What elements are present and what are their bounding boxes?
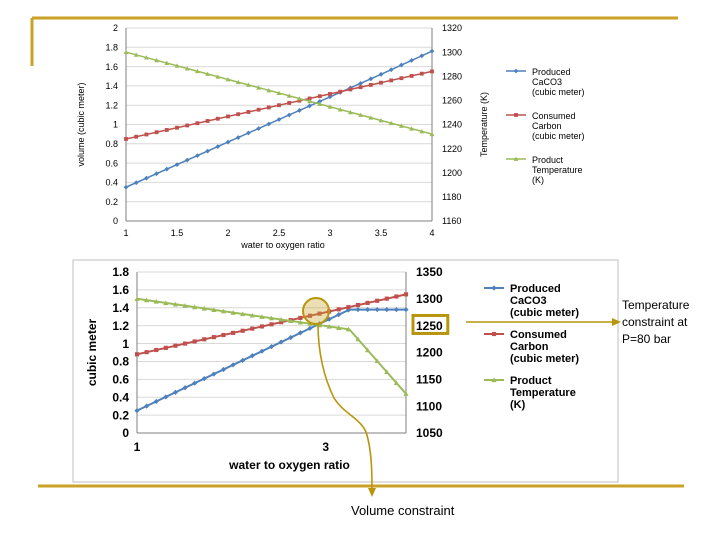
- series-marker-2: [338, 90, 342, 94]
- x-tick-label: 1.5: [170, 228, 184, 238]
- series-marker-2: [385, 297, 389, 301]
- y-axis-title: cubic meter: [85, 318, 99, 387]
- y-tick-label: 1.8: [112, 265, 129, 280]
- series-marker-2: [183, 342, 187, 346]
- legend-label: Product: [532, 155, 564, 165]
- y2-tick-label: 1350: [416, 265, 443, 280]
- legend-label: (cubic meter): [532, 87, 585, 97]
- y-axis-title: volume (cubic meter): [76, 82, 86, 167]
- series-marker-2: [231, 331, 235, 335]
- series-marker-2: [277, 103, 281, 107]
- series-marker-2: [348, 88, 352, 92]
- series-marker-2: [260, 324, 264, 328]
- y-tick-label: 1.2: [105, 100, 118, 111]
- series-marker-2: [221, 333, 225, 337]
- legend-label: (K): [532, 175, 544, 185]
- series-marker-2: [246, 110, 250, 114]
- series-marker-2: [375, 299, 379, 303]
- x-tick-label: 1: [133, 440, 141, 454]
- series-marker-2: [144, 133, 148, 137]
- legend-label: Product: [510, 375, 552, 387]
- x-tick-label: 4: [429, 228, 435, 238]
- series-marker-2: [257, 108, 261, 112]
- series-marker-2: [154, 348, 158, 352]
- legend-label: Carbon: [532, 121, 562, 131]
- y-tick-label: 1.8: [105, 42, 118, 53]
- series-marker-2: [165, 128, 169, 132]
- volume-constraint-circle: [303, 298, 329, 324]
- y2-tick-label: 1280: [442, 71, 463, 82]
- y2-tick-label: 1220: [442, 143, 463, 154]
- y-tick-label: 0.8: [112, 354, 129, 369]
- series-marker-2: [216, 117, 220, 121]
- y-tick-label: 1: [112, 119, 118, 130]
- series-marker-2: [185, 124, 189, 128]
- annotation-temperature-line3: P=80 bar: [622, 332, 672, 346]
- chart-top: [70, 22, 615, 250]
- series-marker-2: [175, 126, 179, 130]
- series-marker-2: [145, 350, 149, 354]
- series-marker-2: [226, 115, 230, 119]
- x-tick-label: 3.5: [374, 228, 388, 238]
- y-tick-label: 1.6: [105, 61, 118, 72]
- series-marker-2: [135, 352, 139, 356]
- legend-label: CaCO3: [510, 295, 547, 307]
- legend-swatch-marker: [514, 113, 518, 117]
- series-marker-2: [410, 74, 414, 78]
- y-tick-label: 1.6: [112, 283, 129, 298]
- series-marker-2: [298, 316, 302, 320]
- series-marker-2: [155, 130, 159, 134]
- series-marker-2: [267, 106, 271, 110]
- y2-tick-label: 1260: [442, 95, 463, 106]
- y-tick-label: 0: [112, 216, 118, 227]
- legend-label: (cubic meter): [510, 307, 580, 319]
- y-tick-label: 0.4: [105, 177, 118, 188]
- series-marker-2: [379, 81, 383, 85]
- y-tick-label: 1.4: [105, 81, 118, 92]
- y2-tick-label: 1150: [416, 372, 443, 387]
- x-axis-title: water to oxygen ratio: [229, 458, 350, 472]
- series-marker-2: [269, 322, 273, 326]
- series-marker-2: [359, 85, 363, 89]
- legend-label: (K): [510, 399, 526, 411]
- x-tick-label: 2.5: [272, 228, 286, 238]
- y2-tick-label: 1250: [416, 318, 443, 333]
- legend-label: CaCO3: [532, 77, 563, 87]
- y-tick-label: 1: [122, 336, 129, 351]
- legend-label: Temperature: [532, 165, 583, 175]
- y2-tick-label: 1100: [416, 399, 443, 414]
- y2-tick-label: 1200: [442, 167, 463, 178]
- y2-tick-label: 1300: [416, 292, 443, 307]
- series-marker-2: [369, 83, 373, 87]
- series-marker-2: [328, 92, 332, 96]
- series-marker-2: [173, 344, 177, 348]
- series-marker-2: [346, 305, 350, 309]
- series-marker-2: [124, 137, 128, 141]
- y-tick-label: 1.4: [112, 300, 129, 315]
- y-tick-label: 0.8: [105, 138, 118, 149]
- legend-label: Temperature: [510, 387, 576, 399]
- chart-bottom: [73, 260, 618, 482]
- y2-axis-title: Temperature (K): [479, 91, 489, 158]
- series-marker-2: [134, 135, 138, 139]
- series-marker-2: [202, 337, 206, 341]
- x-tick-label: 3: [327, 228, 333, 238]
- series-marker-2: [337, 307, 341, 311]
- y-tick-label: 0.2: [105, 196, 118, 207]
- series-marker-2: [236, 112, 240, 116]
- series-marker-2: [287, 101, 291, 105]
- legend-label: (cubic meter): [532, 131, 585, 141]
- legend-label: Produced: [510, 283, 561, 295]
- y2-tick-label: 1240: [442, 119, 463, 130]
- series-marker-2: [195, 121, 199, 125]
- y2-tick-label: 1160: [442, 216, 462, 227]
- series-marker-2: [193, 339, 197, 343]
- annotation-volume: Volume constraint: [351, 503, 455, 518]
- legend-label: Produced: [532, 67, 571, 77]
- x-tick-label: 2: [225, 228, 231, 238]
- x-tick-label: 3: [322, 440, 330, 454]
- series-marker-2: [399, 76, 403, 80]
- legend-label: Consumed: [532, 111, 576, 121]
- y-tick-label: 0.6: [105, 158, 118, 169]
- series-marker-2: [318, 94, 322, 98]
- series-marker-2: [365, 301, 369, 305]
- series-marker-2: [389, 79, 393, 83]
- y-tick-label: 0.2: [112, 408, 129, 423]
- y-tick-label: 2: [112, 23, 118, 34]
- series-marker-2: [212, 335, 216, 339]
- annotation-temperature-line1: Temperature: [622, 298, 690, 312]
- series-marker-2: [404, 292, 408, 296]
- legend-label: Consumed: [510, 329, 567, 341]
- legend-swatch-marker: [492, 332, 496, 336]
- y-tick-label: 0.6: [112, 372, 129, 387]
- series-marker-2: [430, 70, 434, 74]
- series-marker-2: [206, 119, 210, 123]
- series-marker-2: [394, 294, 398, 298]
- y-tick-label: 0: [122, 426, 129, 441]
- y2-tick-label: 1180: [442, 192, 462, 203]
- y2-tick-label: 1320: [442, 23, 463, 34]
- y-tick-label: 1.2: [112, 318, 129, 333]
- y2-tick-label: 1300: [442, 47, 463, 58]
- series-marker-2: [420, 72, 424, 76]
- legend-label: Carbon: [510, 341, 549, 353]
- y2-tick-label: 1050: [416, 426, 443, 441]
- y2-tick-label: 1200: [416, 345, 443, 360]
- series-marker-2: [250, 327, 254, 331]
- annotation-temperature-line2: constraint at: [622, 315, 688, 329]
- x-tick-label: 1: [123, 228, 129, 238]
- series-marker-2: [164, 346, 168, 350]
- series-marker-2: [241, 329, 245, 333]
- legend-label: (cubic meter): [510, 353, 580, 365]
- y-tick-label: 0.4: [112, 390, 129, 405]
- volume-arrowhead: [368, 488, 376, 497]
- x-axis-title: water to oxygen ratio: [241, 240, 325, 250]
- series-marker-2: [356, 303, 360, 307]
